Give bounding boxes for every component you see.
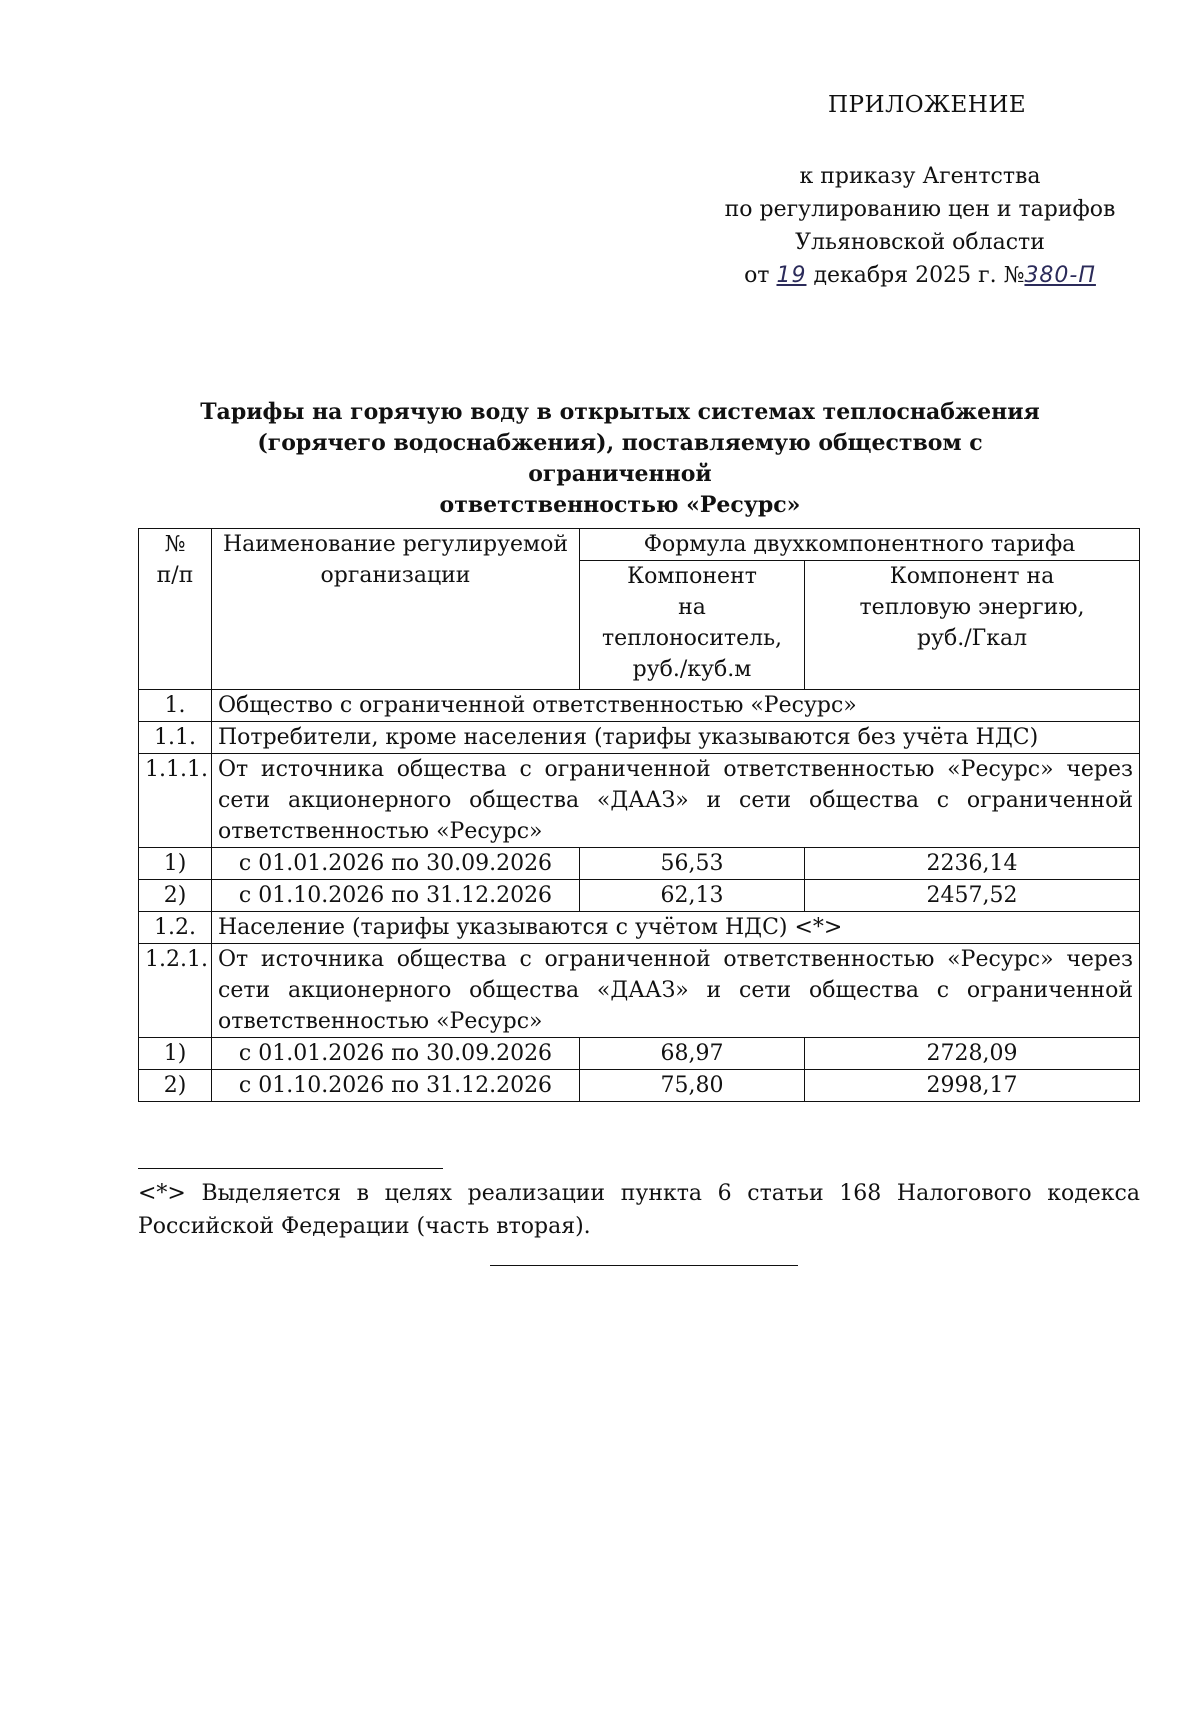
row-period: с 01.01.2026 по 30.09.2026: [212, 1038, 580, 1070]
document-title: [190, 397, 1050, 521]
document-title-line-1: Тарифы на горячую воду в открытых системах теплоснабжения: [200, 399, 1040, 425]
header-organization: Наименование регулируемой организации: [212, 529, 580, 690]
row-number: 1): [139, 1038, 212, 1070]
row-number: 1.2.1.: [139, 944, 212, 1038]
row-value-heat-carrier: 75,80: [580, 1070, 805, 1102]
row-number: 1.: [139, 690, 212, 722]
date-middle: декабря 2025 г. №: [813, 263, 1025, 288]
order-reference-line-3: Ульяновской области: [795, 230, 1045, 255]
row-text: Общество с ограниченной ответственностью «Ресурс»: [212, 690, 1140, 722]
row-period: с 01.10.2026 по 31.12.2026: [212, 1070, 580, 1102]
row-value-heat-carrier: 68,97: [580, 1038, 805, 1070]
order-reference: [690, 160, 1150, 292]
table-row: [139, 1038, 1140, 1070]
tariff-table: [138, 528, 1140, 1102]
order-reference-line-2: по регулированию цен и тарифов: [724, 197, 1116, 222]
header-formula: Формула двухкомпонентного тарифа: [580, 529, 1140, 561]
row-text: Потребители, кроме населения (тарифы указываются без учёта НДС): [212, 722, 1140, 754]
appendix-title: ПРИЛОЖЕНИЕ: [828, 92, 1027, 118]
header-component-heat-carrier: Компонент на теплоноситель, руб./куб.м: [580, 561, 805, 690]
row-text: От источника общества с ограниченной ответственностью «Ресурс» через сети акционерного общества «ДААЗ» и сети общества с ограниченной ответственностью «Ресурс»: [212, 944, 1140, 1038]
row-value-heat-energy: 2998,17: [805, 1070, 1140, 1102]
table-row: [139, 880, 1140, 912]
order-day-handwritten: 19: [776, 263, 807, 288]
row-value-heat-carrier: 56,53: [580, 848, 805, 880]
table-row: [139, 848, 1140, 880]
end-of-document-line: [490, 1265, 798, 1266]
row-period: с 01.01.2026 по 30.09.2026: [212, 848, 580, 880]
row-value-heat-carrier: 62,13: [580, 880, 805, 912]
date-prefix: от: [744, 263, 770, 288]
table-row: [139, 944, 1140, 1038]
row-number: 2): [139, 1070, 212, 1102]
row-value-heat-energy: 2457,52: [805, 880, 1140, 912]
order-number-handwritten: 380-П: [1024, 263, 1096, 288]
document-title-line-3: ответственностью «Ресурс»: [439, 492, 801, 518]
document-title-line-2: (горячего водоснабжения), поставляемую обществом с ограниченной: [257, 430, 983, 487]
table-header-row: [139, 529, 1140, 561]
order-reference-line-1: к приказу Агентства: [799, 164, 1041, 189]
table-row: [139, 1070, 1140, 1102]
table-row: [139, 722, 1140, 754]
row-period: с 01.10.2026 по 31.12.2026: [212, 880, 580, 912]
row-value-heat-energy: 2236,14: [805, 848, 1140, 880]
table-row: [139, 912, 1140, 944]
header-number: № п/п: [139, 529, 212, 690]
row-number: 1): [139, 848, 212, 880]
row-number: 2): [139, 880, 212, 912]
header-component-heat-energy: Компонент на тепловую энергию, руб./Гкал: [805, 561, 1140, 690]
table-row: [139, 690, 1140, 722]
table-row: [139, 754, 1140, 848]
row-number: 1.2.: [139, 912, 212, 944]
row-number: 1.1.1.: [139, 754, 212, 848]
row-number: 1.1.: [139, 722, 212, 754]
row-text: От источника общества с ограниченной ответственностью «Ресурс» через сети акционерного общества «ДААЗ» и сети общества с ограниченной ответственностью «Ресурс»: [212, 754, 1140, 848]
row-value-heat-energy: 2728,09: [805, 1038, 1140, 1070]
footnote-divider: [138, 1168, 443, 1169]
row-text: Население (тарифы указываются с учётом НДС) <*>: [212, 912, 1140, 944]
footnote: <*> Выделяется в целях реализации пункта 6 статьи 168 Налогового кодекса Российской Федерации (часть вторая).: [138, 1181, 1140, 1239]
order-date-line: [690, 259, 1150, 292]
